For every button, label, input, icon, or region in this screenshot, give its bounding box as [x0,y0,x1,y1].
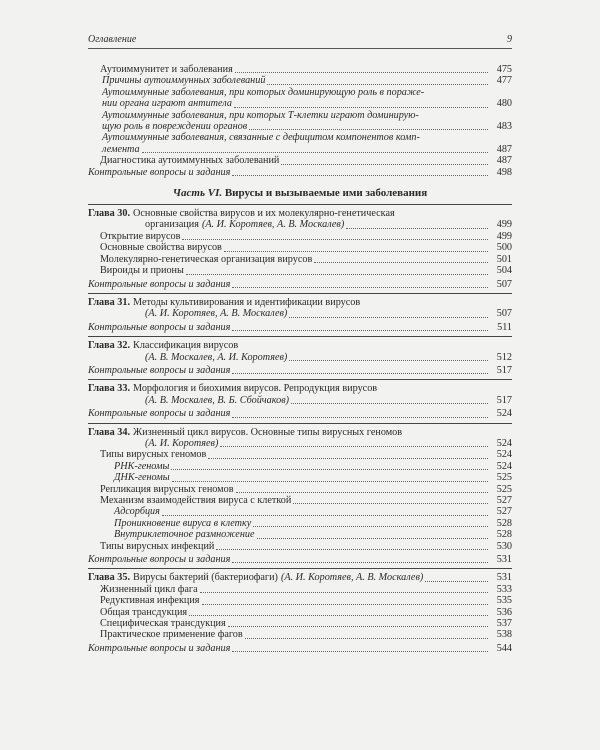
entry-title: Вироиды и прионы [100,265,184,277]
entry-page: 524 [496,460,512,472]
entry-title: Контрольные вопросы и задания [88,554,231,566]
toc-entry[interactable] [88,554,512,565]
entry-title-line: Аутоиммунные заболевания, при которых доминирующую роль в пораже- [102,86,425,98]
toc-entry[interactable] [88,643,512,654]
toc-entry[interactable] [88,322,512,333]
dot-leader [232,286,488,288]
toc-entry[interactable] [88,529,512,540]
entry-title: РНК-геномы [114,460,170,472]
dot-leader [253,525,488,527]
entry-title: Жизненный цикл фага [100,583,198,595]
entry-title: Типы вирусных геномов [100,449,207,461]
dot-leader [346,227,488,229]
entry-page: 528 [496,517,512,529]
entry-page: 512 [496,351,512,363]
entry-page: 533 [496,583,512,595]
entry-page: 527 [496,495,512,506]
part-label: Часть VI. [172,187,223,200]
chapter-authors: (А. В. Москалев, А. И. Коротяев) [145,351,288,363]
toc-entry[interactable] [88,461,512,472]
toc-entry-lastline [102,144,512,155]
entry-title-line: лемента [102,143,140,155]
toc-entry-multiline[interactable] [88,110,512,133]
entry-page: 507 [496,278,512,290]
entry-title: Практическое применение фагов [100,629,243,641]
dot-leader [289,359,488,361]
chapter-entry-cont [88,395,512,406]
entry-page: 524 [496,449,512,461]
entry-title: Молекулярно-генетическая организация вирусов [100,253,313,265]
entry-page: 544 [496,642,512,654]
chapter-section [88,293,512,333]
chapter-label: Глава 33. [88,383,131,395]
toc-entry[interactable] [88,518,512,529]
entry-page: 524 [496,408,512,420]
entry-page: 530 [496,540,512,552]
chapter-section [88,204,512,290]
toc-entry[interactable] [88,607,512,618]
entry-page: 524 [496,437,512,449]
entry-page: 504 [496,265,512,277]
toc-entry[interactable] [88,254,512,265]
toc-entry[interactable] [88,279,512,290]
entry-title: Контрольные вопросы и задания [88,278,231,290]
entry-title: ДНК-геномы [114,472,170,484]
dot-leader [314,261,488,263]
dot-leader [232,174,488,176]
entry-page: 511 [497,321,512,333]
table-of-contents [88,64,512,654]
entry-title: Общая трансдукция [100,606,188,618]
dot-leader [172,480,488,482]
dot-leader [293,502,488,504]
chapter-label: Глава 32. [88,340,131,352]
entry-page: 501 [496,253,512,265]
entry-title: Специфическая трансдукция [100,618,226,630]
dot-leader [257,537,489,539]
chapter-title: Морфология и биохимия вирусов. Репродукция вирусов [133,383,378,395]
entry-title: Редуктивная инфекция [100,595,200,607]
toc-entry[interactable] [88,167,512,178]
chapter-entry[interactable] [88,383,512,394]
entry-title: Контрольные вопросы и задания [88,321,231,333]
chapter-label: Глава 35. [88,572,131,584]
entry-page: 517 [496,394,512,406]
chapter-title: Классификация вирусов [133,340,239,352]
chapter-authors: (А. И. Коротяев, А. В. Москалев) [145,308,288,320]
entry-page: 487 [496,155,512,167]
entry-page: 527 [496,506,512,518]
toc-entry[interactable] [88,231,512,242]
entry-page: 475 [496,64,512,75]
chapter-entry-cont [88,308,512,319]
entry-page: 531 [496,572,512,584]
entry-page: 525 [496,472,512,484]
toc-entry[interactable] [88,484,512,495]
entry-title: Причины аутоиммунных заболеваний [102,75,266,87]
entry-title: Открытие вирусов [100,230,181,242]
entry-page: 507 [496,308,512,320]
chapter-entry[interactable] [88,340,512,351]
dot-leader [232,416,488,418]
entry-title: Контрольные вопросы и задания [88,408,231,420]
entry-title: Аутоиммунитет и заболевания [100,64,233,75]
dot-leader [232,329,488,331]
entry-title: Проникновение вируса в клетку [114,517,252,529]
entry-title: Контрольные вопросы и задания [88,364,231,376]
entry-page: 499 [496,219,512,231]
toc-entry[interactable] [88,265,512,276]
chapter-title: Методы культивирования и идентификации вирусов [133,296,361,308]
toc-entry-lastline [102,121,512,132]
dot-leader [291,402,488,404]
chapter-section [88,423,512,566]
header-page-number: 9 [507,34,512,45]
chapter-title: Вирусы бактерий (бактериофаги) [133,572,278,584]
chapter-entry-cont [88,352,512,363]
dot-leader [186,273,488,275]
entry-title-line: щую роль в повреждении органов [102,121,248,133]
entry-page: 477 [496,75,512,87]
dot-leader [200,591,488,593]
dot-leader [249,128,488,130]
chapter-title: Жизненный цикл вирусов. Основные типы вирусных геномов [133,426,403,438]
toc-entry[interactable] [88,408,512,419]
entry-title: Основные свойства вирусов [100,242,222,254]
entry-title: Контрольные вопросы и задания [88,642,231,654]
toc-entry[interactable] [88,506,512,517]
dot-leader [202,603,489,605]
chapter-authors: (А. И. Коротяев, А. В. Москалев) [280,572,424,584]
entry-page: 480 [496,98,512,110]
entry-page: 498 [496,166,512,178]
dot-leader [267,83,488,85]
dot-leader [224,250,488,252]
chapter-title: Основные свойства вирусов и их молекулярно-генетическая [133,208,395,220]
dot-leader [235,71,488,73]
toc-entry[interactable] [88,584,512,595]
entry-title: Диагностика аутоиммунных заболеваний [100,155,280,167]
toc-entry[interactable] [88,64,512,75]
dot-leader [208,457,488,459]
toc-entry-multiline[interactable] [88,132,512,155]
chapter-label: Глава 30. [88,208,131,220]
entry-page: 483 [496,121,512,133]
chapter-entry-cont [88,438,512,449]
entry-page: 525 [496,483,512,495]
chapter-entry[interactable] [88,208,512,219]
entry-page: 499 [496,230,512,242]
chapter-section [88,336,512,376]
toc-entry[interactable] [88,155,512,166]
dot-leader [425,580,488,582]
toc-entry[interactable] [88,449,512,460]
entry-title-line: Аутоиммунные заболевания, при которых Т-клетки играют доминирую- [102,109,419,121]
chapter-authors: (А. И. Коротяев) [145,437,219,449]
dot-leader [220,445,488,447]
dot-leader [289,316,488,318]
dot-leader [281,163,488,165]
toc-entry[interactable] [88,618,512,629]
dot-leader [171,468,488,470]
chapter-label: Глава 31. [88,296,131,308]
chapter-entry[interactable] [88,427,512,438]
entry-page: 538 [496,629,512,641]
dot-leader [142,151,488,153]
header-title: Оглавление [88,34,137,45]
dot-leader [232,372,488,374]
toc-entry[interactable] [88,629,512,640]
part-title: Вирусы и вызываемые ими заболевания [224,187,428,200]
entry-title: Типы вирусных инфекций [100,540,215,552]
chapter-authors: (А. В. Москалев, В. Б. Сбойчаков) [145,394,290,406]
chapter-entry-cont [88,219,512,230]
dot-leader [182,238,488,240]
entry-page: 531 [496,554,512,566]
entry-page: 487 [496,143,512,155]
entry-title: Репликация вирусных геномов [100,483,234,495]
dot-leader [162,514,488,516]
dot-leader [234,106,488,108]
chapter-entry[interactable] [88,297,512,308]
entry-title-line: нии органа играют антитела [102,98,232,110]
entry-title-line: Аутоиммунные заболевания, связанные с дефицитом компонентов комп- [102,132,420,144]
dot-leader [232,561,488,563]
entry-page: 535 [496,595,512,607]
chapter-label: Глава 34. [88,426,131,438]
intro-section [88,64,512,178]
running-header [88,34,512,49]
dot-leader [228,625,488,627]
entry-page: 517 [496,364,512,376]
dot-leader [232,650,488,652]
toc-entry-lastline [102,98,512,109]
entry-page: 500 [496,242,512,254]
chapter-entry[interactable] [88,572,512,583]
dot-leader [189,614,488,616]
toc-entry[interactable] [88,595,512,606]
entry-title: Контрольные вопросы и задания [88,166,231,178]
toc-entry[interactable] [88,75,512,86]
dot-leader [236,491,488,493]
dot-leader [245,637,488,639]
entry-page: 528 [496,529,512,541]
entry-page: 537 [496,618,512,630]
toc-entry[interactable] [88,495,512,506]
toc-entry[interactable] [88,472,512,483]
entry-title: Адсорбция [114,506,160,518]
entry-title: Механизм взаимодействия вируса с клеткой [100,495,292,506]
toc-entry[interactable] [88,242,512,253]
entry-title: Внутриклеточное размножение [114,529,255,541]
part-heading [88,187,512,199]
toc-entry[interactable] [88,365,512,376]
entry-page: 536 [496,606,512,618]
chapter-authors: (А. И. Коротяев, А. В. Москалев) [201,219,345,231]
dot-leader [216,548,488,550]
toc-entry[interactable] [88,541,512,552]
toc-entry-multiline[interactable] [88,87,512,110]
chapter-section [88,379,512,419]
chapter-title-line2: организация [145,219,199,231]
chapter-section [88,568,512,654]
